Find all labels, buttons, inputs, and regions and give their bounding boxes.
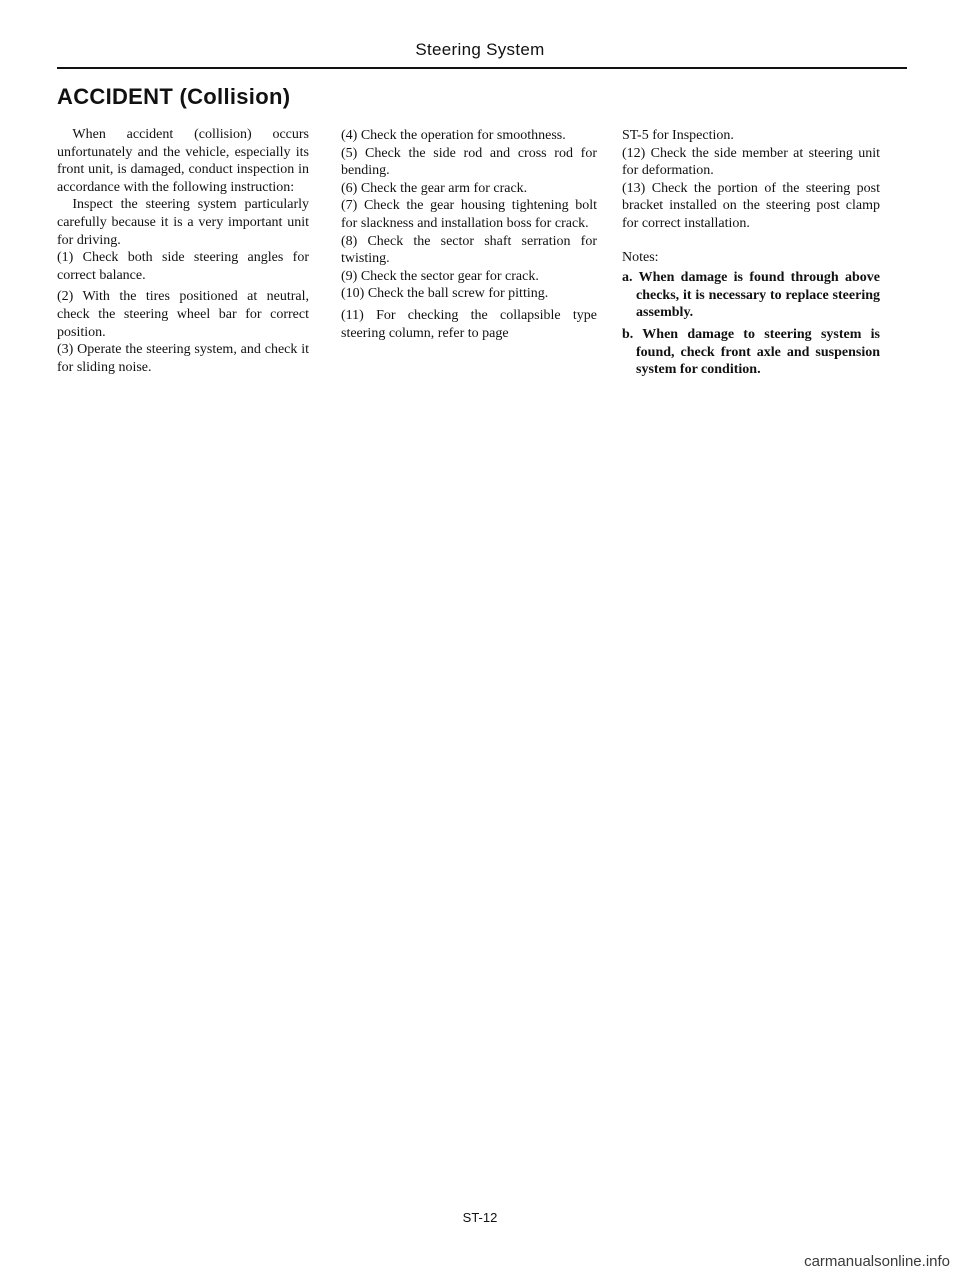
page-header-title: Steering System: [415, 40, 545, 59]
check-item-10: (10) Check the ball screw for pitting.: [341, 286, 549, 302]
header-rule: [57, 67, 907, 69]
note-a: a. When damage is found through above checks, it is necessary to replace steering assembly.: [622, 270, 880, 321]
check-item-4: (4) Check the operation for smoothness.: [341, 128, 566, 143]
watermark-text: carmanualsonline.info: [804, 1253, 950, 1270]
check-item-7: (7) Check the gear housing tightening bolt for slackness and installation boss for crack.: [341, 198, 597, 231]
page-number: ST-12: [462, 1210, 498, 1225]
check-item-8: (8) Check the sector shaft serration for twisting.: [341, 233, 597, 267]
check-item-6: (6) Check the gear arm for crack.: [341, 180, 528, 196]
check-item-12: (12) Check the side member at steering unit for deformation.: [622, 145, 880, 179]
check-item-13: (13) Check the portion of the steering post bracket installed on the steering post clamp for correct installation.: [622, 180, 880, 231]
continuation-text: ST-5 for Inspection.: [622, 128, 734, 143]
check-item-1: (1) Check both side steering angles for correct balance.: [57, 250, 309, 283]
notes-label: Notes:: [622, 249, 659, 265]
inspect-paragraph: Inspect the steering system particularly carefully because it is a very important unit for driving.: [57, 197, 309, 248]
intro-paragraph: When accident (collision) occurs unfortunately and the vehicle, especially its front unit, is damaged, conduct inspection in accordance with the following instruction:: [57, 127, 309, 195]
check-item-11: (11) For checking the collapsible type steering column, refer to page: [341, 307, 597, 341]
left-column: [57, 126, 309, 376]
note-b: b. When damage to steering system is found, check front axle and suspension system for condition.: [622, 326, 880, 378]
section-heading: ACCIDENT (Collision): [57, 84, 291, 109]
check-item-5: (5) Check the side rod and cross rod for bending.: [341, 145, 597, 179]
check-item-9: (9) Check the sector gear for crack.: [341, 268, 539, 284]
right-column: [622, 127, 880, 379]
check-item-2: (2) With the tires positioned at neutral, check the steering wheel bar for correct position.: [57, 289, 309, 340]
middle-column: [341, 127, 597, 342]
check-item-3: (3) Operate the steering system, and check it for sliding noise.: [57, 342, 309, 375]
